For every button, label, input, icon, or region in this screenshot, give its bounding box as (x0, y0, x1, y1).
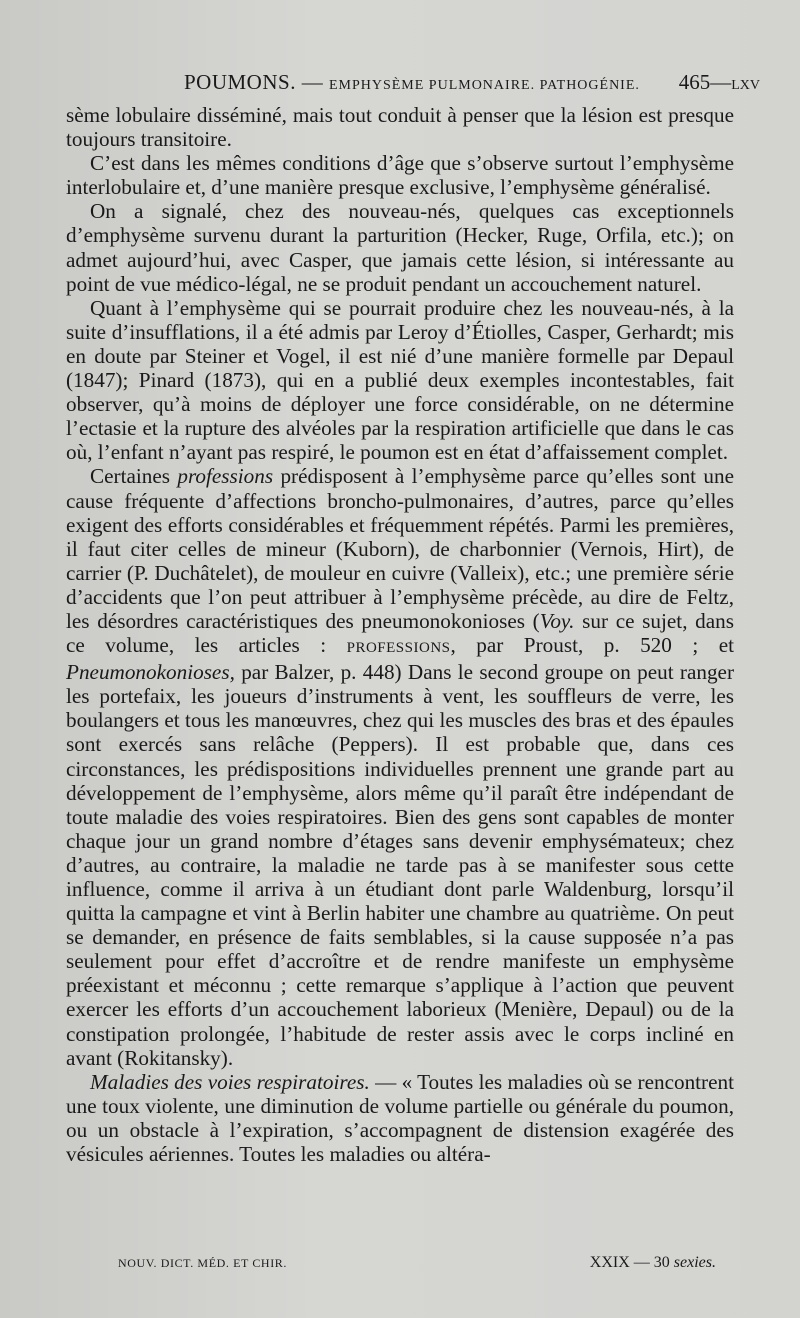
header-title: POUMONS. — (184, 70, 324, 94)
text-run: sur ce sujet, dans ce volume, les articles : (66, 608, 735, 658)
header-page-group (679, 70, 760, 95)
paragraph (66, 199, 734, 295)
small-caps-text: PROFESSIONS (346, 640, 451, 657)
text-run: sème lobulaire disséminé, mais tout conduit à penser que la lésion est presque toujours transitoire. (66, 103, 734, 152)
footer-publication: NOUV. DICT. MÉD. ET CHIR. (118, 1256, 288, 1270)
text-run: , par Proust, p. 520 ; et (450, 633, 734, 658)
paragraph (66, 151, 734, 199)
page-footer (118, 1254, 716, 1274)
footer-sheet: sexies. (673, 1254, 716, 1271)
paragraph (66, 1070, 734, 1166)
paragraph (66, 103, 734, 151)
page-number: 465— (678, 70, 732, 94)
text-run: Certaines (90, 464, 178, 489)
roman-page-number: LXV (731, 78, 760, 93)
paragraph (66, 464, 734, 1069)
header-subtitle: EMPHYSÈME PULMONAIRE. PATHOGÉNIE. (328, 78, 640, 93)
text-run: Quant à l’emphysème qui se pourrait produire chez les nouveau-nés, à la suite d’insufflations, il a été admis par Leroy d’Étiolles, Casper, Gerhardt; mis en doute par Steiner et Vogel, il est nié d’une manière formelle par Depaul (1847); Pinard (1873), qui en a publié deux exemples incontestables, fait observer, qu’à moins de déployer une force considérable, on ne détermine l’ectasie et la rupture des alvéoles par la respiration artificielle que dans le cas où, l’enfant n’ayant pas respiré, le poumon est en état d’affaissement complet. (66, 295, 734, 465)
footer-volume: XXIX — 30 (589, 1254, 670, 1271)
italic-text: professions (177, 464, 274, 489)
text-run: — « Toutes les maladies où se rencontrent une toux violente, une diminution de volume partielle ou générale du poumon, ou un obstacle à l’expiration, s’accompagnent de distension exagérée des vésicules aériennes. Toutes les maladies ou altéra- (66, 1069, 734, 1167)
text-run: prédisposent à l’emphysème parce qu’elles sont une cause fréquente d’affections broncho-pulmonaires, d’autres, parce qu’elles exigent des efforts considérables et fréquemment répétés. Parmi les premières, il faut citer celles de mineur (Kuborn), de charbonnier (Vernois, Hirt), de carrier (P. Duchâtelet), de mouleur en cuivre (Valleix), etc.; une première série d’accidents que l’on peut attribuer à l’emphysème précède, au dire de Feltz, les désordres caractéristiques des pneumonokonioses ( (66, 464, 734, 633)
running-header (66, 70, 760, 100)
text-run: par Balzer, p. 448) Dans le second groupe on peut ranger les portefaix, les joueurs d’instruments à vent, les souffleurs de verre, les boulangers et tous les manœuvres, chez qui les muscles des bras et des épaules sont exercés sans relâche (Peppers). Il est probable que, dans ces circonstances, les prédispositions individuelles prennent une grande part au développement de l’emphysème, alors même qu’il paraît être indépendant de toute maladie des voies respiratoires. Bien des gens sont capables de monter chaque jour un grand nombre d’étages sans devenir emphysémateux; chez d’autres, au contraire, la maladie ne tarde pas à se manifester sous cette influence, comme il arriva à un étudiant dont parle Waldenburg, lorsqu’il quitta la campagne et vint à Berlin habiter une chambre au quatrième. On peut se demander, en présence de faits semblables, si la cause supposée n’a pas seulement pour effet d’accroître et de rendre manifeste un emphysème préexistant et méconnu ; cette remarque s’applique à l’action que peuvent exercer les efforts d’un accouchement laborieux (Menière, Depaul) ou de la constipation prolongée, l’habitude de rester assis avec le corps incliné en avant (Rokitansky). (66, 660, 734, 1070)
paragraph (66, 296, 734, 465)
italic-text: Pneumonokonioses, (66, 660, 235, 685)
text-run: C’est dans les mêmes conditions d’âge que s’observe surtout l’emphysème interlobulaire et, d’une manière presque exclusive, l’emphysème généralisé. (66, 151, 734, 200)
footer-signature (590, 1254, 716, 1272)
italic-text: Voy. (539, 608, 575, 633)
text-run: On a signalé, chez des nouveau-nés, quelques cas exceptionnels d’emphysème survenu durant la parturition (Hecker, Ruge, Orfila, etc.); on admet aujourd’hui, avec Casper, que jamais cette lésion, si intéressante au point de vue médico-légal, ne se produit pendant un accouchement naturel. (66, 199, 734, 296)
body-text (66, 103, 734, 1166)
italic-text: Maladies des voies respiratoires. (90, 1069, 370, 1094)
header-title-group (184, 70, 640, 95)
